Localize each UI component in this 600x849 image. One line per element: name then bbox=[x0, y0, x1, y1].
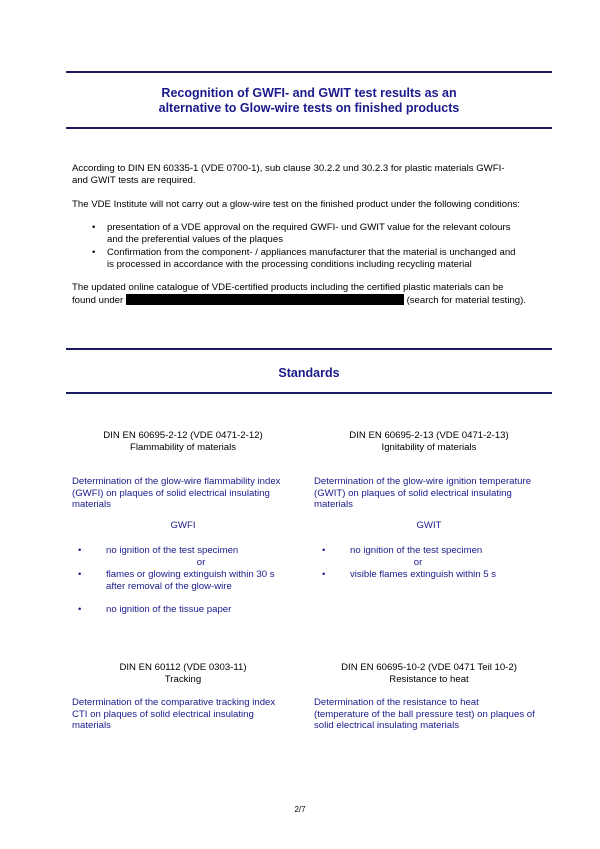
standard-gwit-code: DIN EN 60695-2-13 (VDE 0471-2-13) bbox=[349, 430, 509, 441]
standard-gwfi-description bbox=[72, 476, 308, 511]
intro-bullet-2-line2: is processed in accordance with the processing conditions including recycling material bbox=[107, 258, 472, 270]
intro-paragraph-2: The VDE Institute will not carry out a glow-wire test on the finished product under the following conditions: bbox=[72, 199, 520, 210]
intro-bullet-2 bbox=[107, 247, 547, 270]
redacted-link bbox=[126, 294, 404, 305]
page-title-line1: Recognition of GWFI- and GWIT test results as an bbox=[161, 86, 457, 100]
standard-heat-code: DIN EN 60695-10-2 (VDE 0471 Teil 10-2) bbox=[341, 662, 517, 673]
standard-gwit-header bbox=[314, 430, 544, 453]
standard-gwit-desc-line1: Determination of the glow-wire ignition temperature bbox=[314, 476, 532, 487]
standard-gwit-criterion: GWIT bbox=[416, 520, 442, 531]
bullet-icon: • bbox=[78, 545, 82, 556]
gwit-or: or bbox=[413, 557, 423, 568]
bullet-icon: • bbox=[322, 545, 326, 556]
standard-gwfi-desc-line3: materials bbox=[72, 499, 111, 510]
standard-tracking-desc-line1: Determination of the comparative tracking index bbox=[72, 697, 276, 708]
standard-tracking-desc-line3: materials bbox=[72, 720, 111, 731]
header-bottom-rule bbox=[66, 127, 552, 129]
header-top-rule bbox=[66, 71, 552, 73]
standard-gwit-name: Ignitability of materials bbox=[381, 441, 477, 453]
bullet-icon: • bbox=[78, 569, 82, 580]
standard-gwfi-header bbox=[72, 430, 294, 453]
intro-p3-line2 bbox=[72, 294, 550, 307]
standard-heat-desc-line3: solid electrical insulating materials bbox=[314, 720, 460, 731]
intro-bullet-1-line2: and the preferential values of the plaques bbox=[107, 233, 284, 245]
standard-heat-desc-line1: Determination of the resistance to heat bbox=[314, 697, 479, 708]
standard-tracking-name: Tracking bbox=[164, 673, 202, 685]
intro-bullet-1 bbox=[107, 222, 547, 245]
intro-p3-line1: The updated online catalogue of VDE-certified products including the certified plastic materials can be bbox=[72, 282, 504, 293]
gwfi-item-2 bbox=[106, 569, 275, 592]
standard-gwfi-code: DIN EN 60695-2-12 (VDE 0471-2-12) bbox=[103, 430, 263, 441]
bullet-icon: • bbox=[92, 247, 96, 258]
standard-heat-desc-line2: (temperature of the ball pressure test) on plaques of bbox=[314, 708, 535, 720]
standard-gwit-desc-line3: materials bbox=[314, 499, 353, 510]
intro-bullet-1-line1: presentation of a VDE approval on the required GWFI- und GWIT value for the relevant colours bbox=[107, 222, 511, 233]
page-title-line2: alternative to Glow-wire tests on finished products bbox=[158, 101, 460, 115]
intro-p1-line1: According to DIN EN 60335-1 (VDE 0700-1), sub clause 30.2.2 und 30.2.3 for plastic materials GWFI- bbox=[72, 163, 505, 174]
gwfi-item-3: no ignition of the tissue paper bbox=[106, 604, 232, 615]
standard-tracking-code: DIN EN 60112 (VDE 0303-11) bbox=[119, 662, 247, 673]
bullet-icon: • bbox=[92, 222, 96, 233]
standard-tracking-description bbox=[72, 697, 308, 732]
gwfi-item-2-line1: flames or glowing extinguish within 30 s bbox=[106, 569, 275, 580]
intro-p1-line2: and GWIT tests are required. bbox=[72, 174, 196, 186]
page-title bbox=[66, 86, 552, 116]
standard-gwit-description bbox=[314, 476, 550, 511]
gwfi-item-1: no ignition of the test specimen bbox=[106, 545, 239, 556]
intro-paragraph-3 bbox=[72, 282, 550, 306]
bullet-icon: • bbox=[78, 604, 82, 615]
standards-heading: Standards bbox=[278, 366, 340, 380]
gwfi-item-2-line2: after removal of the glow-wire bbox=[106, 580, 232, 592]
gwit-item-2: visible flames extinguish within 5 s bbox=[350, 569, 497, 580]
intro-paragraph-1 bbox=[72, 163, 550, 186]
standard-heat-name: Resistance to heat bbox=[389, 673, 469, 685]
standard-gwfi-desc-line1: Determination of the glow-wire flammability index bbox=[72, 476, 281, 487]
standards-top-rule bbox=[66, 348, 552, 350]
intro-p3-search-hint: (search for material testing). bbox=[406, 294, 526, 306]
standard-tracking-desc-line2: CTI on plaques of solid electrical insulating bbox=[72, 708, 254, 720]
standard-gwfi-desc-line2: (GWFI) on plaques of solid electrical insulating bbox=[72, 487, 270, 499]
intro-bullet-2-line1: Confirmation from the component- / appliances manufacturer that the material is unchanged and bbox=[107, 247, 516, 258]
standard-gwfi-criterion: GWFI bbox=[170, 520, 196, 531]
standard-tracking-header bbox=[72, 662, 294, 685]
standard-heat-description bbox=[314, 697, 554, 732]
gwit-item-1: no ignition of the test specimen bbox=[350, 545, 483, 556]
standards-bottom-rule bbox=[66, 392, 552, 394]
standard-heat-header bbox=[314, 662, 544, 685]
intro-p3-found-under: found under bbox=[72, 294, 124, 306]
standard-gwit-desc-line2: (GWIT) on plaques of solid electrical insulating bbox=[314, 487, 512, 499]
bullet-icon: • bbox=[322, 569, 326, 580]
standard-gwfi-name: Flammability of materials bbox=[129, 441, 237, 453]
page-number: 2/7 bbox=[294, 805, 306, 814]
gwfi-or: or bbox=[196, 557, 206, 568]
